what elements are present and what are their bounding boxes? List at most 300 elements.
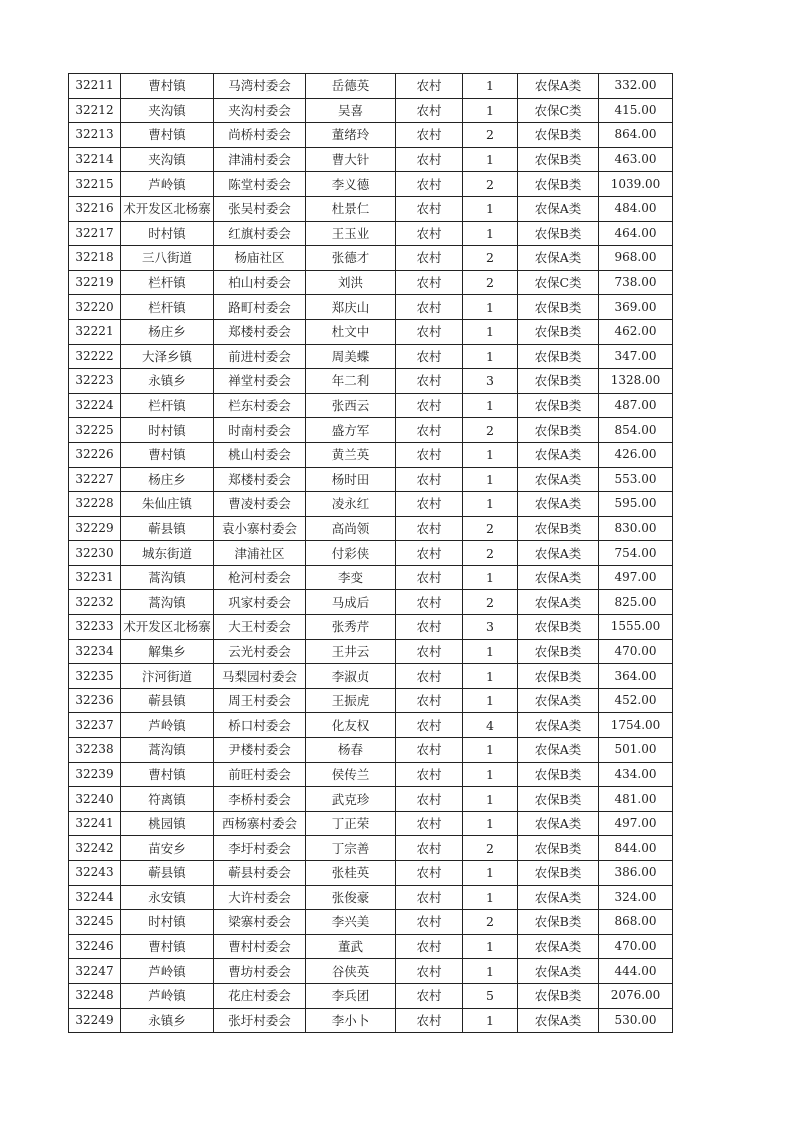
person-name-cell: 董武 xyxy=(306,934,396,959)
household-count-cell: 1 xyxy=(463,196,518,221)
amount-cell: 481.00 xyxy=(599,787,673,812)
household-count-cell: 1 xyxy=(463,492,518,517)
town-cell: 蕲县镇 xyxy=(121,688,214,713)
person-name-cell: 马成后 xyxy=(306,590,396,615)
amount-cell: 864.00 xyxy=(599,123,673,148)
village-cell: 周王村委会 xyxy=(214,688,306,713)
household-count-cell: 2 xyxy=(463,172,518,197)
table-row xyxy=(69,74,673,99)
record-id-cell: 32249 xyxy=(69,1008,121,1033)
town-cell: 芦岭镇 xyxy=(121,172,214,197)
record-id-cell: 32247 xyxy=(69,959,121,984)
person-name-cell: 付彩侠 xyxy=(306,541,396,566)
area-type-cell: 农村 xyxy=(396,762,463,787)
record-id-cell: 32230 xyxy=(69,541,121,566)
area-type-cell: 农村 xyxy=(396,98,463,123)
insurance-category-cell: 农保A类 xyxy=(518,590,599,615)
insurance-category-cell: 农保B类 xyxy=(518,910,599,935)
household-count-cell: 1 xyxy=(463,393,518,418)
insurance-category-cell: 农保A类 xyxy=(518,713,599,738)
amount-cell: 1328.00 xyxy=(599,369,673,394)
village-cell: 李桥村委会 xyxy=(214,787,306,812)
village-cell: 花庄村委会 xyxy=(214,983,306,1008)
record-id-cell: 32219 xyxy=(69,270,121,295)
table-row xyxy=(69,393,673,418)
town-cell: 大泽乡镇 xyxy=(121,344,214,369)
village-cell: 云光村委会 xyxy=(214,639,306,664)
person-name-cell: 谷侠英 xyxy=(306,959,396,984)
table-row xyxy=(69,541,673,566)
person-name-cell: 李兵团 xyxy=(306,983,396,1008)
town-cell: 栏杆镇 xyxy=(121,270,214,295)
village-cell: 袁小寨村委会 xyxy=(214,516,306,541)
household-count-cell: 1 xyxy=(463,934,518,959)
person-name-cell: 岳德英 xyxy=(306,74,396,99)
area-type-cell: 农村 xyxy=(396,861,463,886)
area-type-cell: 农村 xyxy=(396,738,463,763)
area-type-cell: 农村 xyxy=(396,836,463,861)
table-row xyxy=(69,295,673,320)
town-cell: 蒿沟镇 xyxy=(121,565,214,590)
insurance-category-cell: 农保A类 xyxy=(518,467,599,492)
household-count-cell: 2 xyxy=(463,246,518,271)
table-row xyxy=(69,787,673,812)
amount-cell: 364.00 xyxy=(599,664,673,689)
insurance-category-cell: 农保B类 xyxy=(518,762,599,787)
table-row xyxy=(69,713,673,738)
record-id-cell: 32245 xyxy=(69,910,121,935)
record-id-cell: 32236 xyxy=(69,688,121,713)
village-cell: 大王村委会 xyxy=(214,615,306,640)
town-cell: 符离镇 xyxy=(121,787,214,812)
household-count-cell: 2 xyxy=(463,590,518,615)
person-name-cell: 武克珍 xyxy=(306,787,396,812)
household-count-cell: 1 xyxy=(463,688,518,713)
amount-cell: 830.00 xyxy=(599,516,673,541)
town-cell: 解集乡 xyxy=(121,639,214,664)
record-id-cell: 32235 xyxy=(69,664,121,689)
insurance-category-cell: 农保B类 xyxy=(518,639,599,664)
area-type-cell: 农村 xyxy=(396,885,463,910)
town-cell: 曹村镇 xyxy=(121,762,214,787)
record-id-cell: 32213 xyxy=(69,123,121,148)
person-name-cell: 杨时田 xyxy=(306,467,396,492)
household-count-cell: 1 xyxy=(463,861,518,886)
table-row xyxy=(69,442,673,467)
insurance-category-cell: 农保A类 xyxy=(518,959,599,984)
insurance-category-cell: 农保B类 xyxy=(518,172,599,197)
village-cell: 陈堂村委会 xyxy=(214,172,306,197)
record-id-cell: 32246 xyxy=(69,934,121,959)
area-type-cell: 农村 xyxy=(396,664,463,689)
town-cell: 蒿沟镇 xyxy=(121,738,214,763)
person-name-cell: 丁宗善 xyxy=(306,836,396,861)
town-cell: 三八街道 xyxy=(121,246,214,271)
amount-cell: 1754.00 xyxy=(599,713,673,738)
amount-cell: 1555.00 xyxy=(599,615,673,640)
town-cell: 城东街道 xyxy=(121,541,214,566)
table-row xyxy=(69,615,673,640)
town-cell: 桃园镇 xyxy=(121,811,214,836)
person-name-cell: 周美蝶 xyxy=(306,344,396,369)
insurance-category-cell: 农保A类 xyxy=(518,492,599,517)
table-row xyxy=(69,861,673,886)
area-type-cell: 农村 xyxy=(396,147,463,172)
table-row xyxy=(69,565,673,590)
person-name-cell: 张秀芹 xyxy=(306,615,396,640)
town-cell: 芦岭镇 xyxy=(121,959,214,984)
table-row xyxy=(69,369,673,394)
household-count-cell: 1 xyxy=(463,295,518,320)
person-name-cell: 化友权 xyxy=(306,713,396,738)
table-row xyxy=(69,934,673,959)
town-cell: 汴河街道 xyxy=(121,664,214,689)
area-type-cell: 农村 xyxy=(396,270,463,295)
household-count-cell: 5 xyxy=(463,983,518,1008)
person-name-cell: 年二利 xyxy=(306,369,396,394)
area-type-cell: 农村 xyxy=(396,983,463,1008)
amount-cell: 497.00 xyxy=(599,565,673,590)
record-id-cell: 32232 xyxy=(69,590,121,615)
household-count-cell: 1 xyxy=(463,762,518,787)
area-type-cell: 农村 xyxy=(396,713,463,738)
insurance-category-cell: 农保B类 xyxy=(518,319,599,344)
area-type-cell: 农村 xyxy=(396,934,463,959)
record-id-cell: 32231 xyxy=(69,565,121,590)
amount-cell: 854.00 xyxy=(599,418,673,443)
insurance-category-cell: 农保B类 xyxy=(518,295,599,320)
amount-cell: 968.00 xyxy=(599,246,673,271)
insurance-category-cell: 农保B类 xyxy=(518,147,599,172)
insurance-category-cell: 农保A类 xyxy=(518,74,599,99)
person-name-cell: 曹大针 xyxy=(306,147,396,172)
town-cell: 夹沟镇 xyxy=(121,98,214,123)
area-type-cell: 农村 xyxy=(396,590,463,615)
table-row xyxy=(69,418,673,443)
village-cell: 蕲县村委会 xyxy=(214,861,306,886)
amount-cell: 324.00 xyxy=(599,885,673,910)
amount-cell: 347.00 xyxy=(599,344,673,369)
household-count-cell: 1 xyxy=(463,319,518,344)
table-row xyxy=(69,639,673,664)
town-cell: 杨庄乡 xyxy=(121,319,214,344)
household-count-cell: 1 xyxy=(463,467,518,492)
village-cell: 大许村委会 xyxy=(214,885,306,910)
amount-cell: 825.00 xyxy=(599,590,673,615)
insurance-category-cell: 农保A类 xyxy=(518,1008,599,1033)
person-name-cell: 黄兰英 xyxy=(306,442,396,467)
insurance-category-cell: 农保B类 xyxy=(518,983,599,1008)
village-cell: 梁寨村委会 xyxy=(214,910,306,935)
village-cell: 西杨寨村委会 xyxy=(214,811,306,836)
insurance-category-cell: 农保B类 xyxy=(518,369,599,394)
table-row xyxy=(69,344,673,369)
person-name-cell: 郑庆山 xyxy=(306,295,396,320)
table-row xyxy=(69,762,673,787)
household-count-cell: 2 xyxy=(463,270,518,295)
household-count-cell: 1 xyxy=(463,565,518,590)
insurance-category-cell: 农保B类 xyxy=(518,393,599,418)
area-type-cell: 农村 xyxy=(396,295,463,320)
person-name-cell: 张德才 xyxy=(306,246,396,271)
person-name-cell: 王井云 xyxy=(306,639,396,664)
insurance-category-cell: 农保B类 xyxy=(518,516,599,541)
record-id-cell: 32221 xyxy=(69,319,121,344)
amount-cell: 386.00 xyxy=(599,861,673,886)
amount-cell: 415.00 xyxy=(599,98,673,123)
household-count-cell: 3 xyxy=(463,615,518,640)
table-row xyxy=(69,983,673,1008)
insurance-category-cell: 农保A类 xyxy=(518,246,599,271)
village-cell: 尚桥村委会 xyxy=(214,123,306,148)
record-id-cell: 32229 xyxy=(69,516,121,541)
record-id-cell: 32233 xyxy=(69,615,121,640)
table-row xyxy=(69,590,673,615)
table-row xyxy=(69,910,673,935)
town-cell: 永安镇 xyxy=(121,885,214,910)
table-row xyxy=(69,959,673,984)
insurance-category-cell: 农保C类 xyxy=(518,98,599,123)
area-type-cell: 农村 xyxy=(396,541,463,566)
table-row xyxy=(69,836,673,861)
area-type-cell: 农村 xyxy=(396,344,463,369)
village-cell: 尹楼村委会 xyxy=(214,738,306,763)
person-name-cell: 盛方军 xyxy=(306,418,396,443)
record-id-cell: 32243 xyxy=(69,861,121,886)
town-cell: 时村镇 xyxy=(121,221,214,246)
household-count-cell: 1 xyxy=(463,787,518,812)
person-name-cell: 张桂英 xyxy=(306,861,396,886)
table-body xyxy=(69,74,673,1033)
town-cell: 曹村镇 xyxy=(121,442,214,467)
insurance-category-cell: 农保B类 xyxy=(518,344,599,369)
record-id-cell: 32238 xyxy=(69,738,121,763)
table-row xyxy=(69,196,673,221)
table-row xyxy=(69,270,673,295)
person-name-cell: 杜文中 xyxy=(306,319,396,344)
area-type-cell: 农村 xyxy=(396,418,463,443)
area-type-cell: 农村 xyxy=(396,910,463,935)
amount-cell: 484.00 xyxy=(599,196,673,221)
village-cell: 栏东村委会 xyxy=(214,393,306,418)
household-count-cell: 4 xyxy=(463,713,518,738)
person-name-cell: 吴喜 xyxy=(306,98,396,123)
household-count-cell: 1 xyxy=(463,221,518,246)
record-id-cell: 32240 xyxy=(69,787,121,812)
area-type-cell: 农村 xyxy=(396,246,463,271)
person-name-cell: 张俊豪 xyxy=(306,885,396,910)
household-count-cell: 1 xyxy=(463,1008,518,1033)
area-type-cell: 农村 xyxy=(396,467,463,492)
amount-cell: 487.00 xyxy=(599,393,673,418)
town-cell: 苗安乡 xyxy=(121,836,214,861)
record-id-cell: 32248 xyxy=(69,983,121,1008)
town-cell: 曹村镇 xyxy=(121,934,214,959)
person-name-cell: 李淑贞 xyxy=(306,664,396,689)
village-cell: 巩家村委会 xyxy=(214,590,306,615)
person-name-cell: 董绪玲 xyxy=(306,123,396,148)
village-cell: 路町村委会 xyxy=(214,295,306,320)
household-count-cell: 1 xyxy=(463,442,518,467)
person-name-cell: 张西云 xyxy=(306,393,396,418)
household-count-cell: 1 xyxy=(463,738,518,763)
table-row xyxy=(69,664,673,689)
amount-cell: 434.00 xyxy=(599,762,673,787)
table-row xyxy=(69,147,673,172)
amount-cell: 462.00 xyxy=(599,319,673,344)
table-row xyxy=(69,172,673,197)
insurance-category-cell: 农保A类 xyxy=(518,196,599,221)
area-type-cell: 农村 xyxy=(396,74,463,99)
record-id-cell: 32217 xyxy=(69,221,121,246)
village-cell: 郑楼村委会 xyxy=(214,467,306,492)
household-count-cell: 1 xyxy=(463,959,518,984)
area-type-cell: 农村 xyxy=(396,615,463,640)
amount-cell: 369.00 xyxy=(599,295,673,320)
record-id-cell: 32239 xyxy=(69,762,121,787)
record-id-cell: 32215 xyxy=(69,172,121,197)
village-cell: 津浦社区 xyxy=(214,541,306,566)
table-row xyxy=(69,885,673,910)
area-type-cell: 农村 xyxy=(396,516,463,541)
area-type-cell: 农村 xyxy=(396,442,463,467)
amount-cell: 470.00 xyxy=(599,934,673,959)
village-cell: 曹村村委会 xyxy=(214,934,306,959)
village-cell: 马梨园村委会 xyxy=(214,664,306,689)
table-row xyxy=(69,123,673,148)
village-cell: 枪河村委会 xyxy=(214,565,306,590)
household-count-cell: 1 xyxy=(463,639,518,664)
area-type-cell: 农村 xyxy=(396,369,463,394)
table-row xyxy=(69,738,673,763)
area-type-cell: 农村 xyxy=(396,221,463,246)
amount-cell: 464.00 xyxy=(599,221,673,246)
town-cell: 术开发区北杨寨 xyxy=(121,196,214,221)
person-name-cell: 丁正荣 xyxy=(306,811,396,836)
amount-cell: 595.00 xyxy=(599,492,673,517)
person-name-cell: 杨春 xyxy=(306,738,396,763)
person-name-cell: 李兴美 xyxy=(306,910,396,935)
village-cell: 桥口村委会 xyxy=(214,713,306,738)
insurance-category-cell: 农保A类 xyxy=(518,541,599,566)
town-cell: 栏杆镇 xyxy=(121,393,214,418)
area-type-cell: 农村 xyxy=(396,688,463,713)
town-cell: 曹村镇 xyxy=(121,74,214,99)
town-cell: 芦岭镇 xyxy=(121,983,214,1008)
person-name-cell: 李变 xyxy=(306,565,396,590)
village-cell: 马湾村委会 xyxy=(214,74,306,99)
insurance-category-cell: 农保A类 xyxy=(518,738,599,763)
household-count-cell: 1 xyxy=(463,147,518,172)
record-id-cell: 32225 xyxy=(69,418,121,443)
table-row xyxy=(69,246,673,271)
person-name-cell: 王玉业 xyxy=(306,221,396,246)
insurance-category-cell: 农保A类 xyxy=(518,885,599,910)
area-type-cell: 农村 xyxy=(396,959,463,984)
village-cell: 桃山村委会 xyxy=(214,442,306,467)
amount-cell: 844.00 xyxy=(599,836,673,861)
household-count-cell: 1 xyxy=(463,344,518,369)
area-type-cell: 农村 xyxy=(396,639,463,664)
record-id-cell: 32214 xyxy=(69,147,121,172)
area-type-cell: 农村 xyxy=(396,492,463,517)
village-cell: 曹凌村委会 xyxy=(214,492,306,517)
record-id-cell: 32216 xyxy=(69,196,121,221)
record-id-cell: 32211 xyxy=(69,74,121,99)
amount-cell: 463.00 xyxy=(599,147,673,172)
village-cell: 夹沟村委会 xyxy=(214,98,306,123)
person-name-cell: 刘洪 xyxy=(306,270,396,295)
person-name-cell: 凌永红 xyxy=(306,492,396,517)
household-count-cell: 2 xyxy=(463,910,518,935)
person-name-cell: 李义德 xyxy=(306,172,396,197)
household-count-cell: 2 xyxy=(463,516,518,541)
amount-cell: 452.00 xyxy=(599,688,673,713)
insurance-category-cell: 农保A类 xyxy=(518,811,599,836)
town-cell: 蕲县镇 xyxy=(121,516,214,541)
town-cell: 永镇乡 xyxy=(121,1008,214,1033)
town-cell: 朱仙庄镇 xyxy=(121,492,214,517)
table-row xyxy=(69,319,673,344)
household-count-cell: 1 xyxy=(463,885,518,910)
insurance-category-cell: 农保B类 xyxy=(518,418,599,443)
table-row xyxy=(69,221,673,246)
amount-cell: 754.00 xyxy=(599,541,673,566)
record-id-cell: 32212 xyxy=(69,98,121,123)
record-id-cell: 32234 xyxy=(69,639,121,664)
town-cell: 曹村镇 xyxy=(121,123,214,148)
record-id-cell: 32222 xyxy=(69,344,121,369)
town-cell: 时村镇 xyxy=(121,418,214,443)
area-type-cell: 农村 xyxy=(396,172,463,197)
insurance-category-cell: 农保A类 xyxy=(518,442,599,467)
insurance-category-cell: 农保B类 xyxy=(518,123,599,148)
insurance-category-cell: 农保B类 xyxy=(518,861,599,886)
insurance-category-cell: 农保A类 xyxy=(518,934,599,959)
record-id-cell: 32223 xyxy=(69,369,121,394)
village-cell: 李圩村委会 xyxy=(214,836,306,861)
amount-cell: 426.00 xyxy=(599,442,673,467)
insurance-category-cell: 农保A类 xyxy=(518,688,599,713)
record-id-cell: 32244 xyxy=(69,885,121,910)
person-name-cell: 李小卜 xyxy=(306,1008,396,1033)
amount-cell: 497.00 xyxy=(599,811,673,836)
table-row xyxy=(69,1008,673,1033)
insurance-category-cell: 农保B类 xyxy=(518,664,599,689)
area-type-cell: 农村 xyxy=(396,787,463,812)
household-count-cell: 1 xyxy=(463,811,518,836)
amount-cell: 332.00 xyxy=(599,74,673,99)
table-row xyxy=(69,98,673,123)
table-row xyxy=(69,516,673,541)
person-name-cell: 侯传兰 xyxy=(306,762,396,787)
village-cell: 津浦村委会 xyxy=(214,147,306,172)
village-cell: 前进村委会 xyxy=(214,344,306,369)
insurance-category-cell: 农保B类 xyxy=(518,787,599,812)
village-cell: 杨庙社区 xyxy=(214,246,306,271)
insurance-category-cell: 农保C类 xyxy=(518,270,599,295)
town-cell: 蕲县镇 xyxy=(121,861,214,886)
amount-cell: 738.00 xyxy=(599,270,673,295)
area-type-cell: 农村 xyxy=(396,123,463,148)
village-cell: 张吴村委会 xyxy=(214,196,306,221)
household-count-cell: 1 xyxy=(463,98,518,123)
village-cell: 张圩村委会 xyxy=(214,1008,306,1033)
amount-cell: 1039.00 xyxy=(599,172,673,197)
village-cell: 柏山村委会 xyxy=(214,270,306,295)
household-count-cell: 3 xyxy=(463,369,518,394)
record-id-cell: 32237 xyxy=(69,713,121,738)
